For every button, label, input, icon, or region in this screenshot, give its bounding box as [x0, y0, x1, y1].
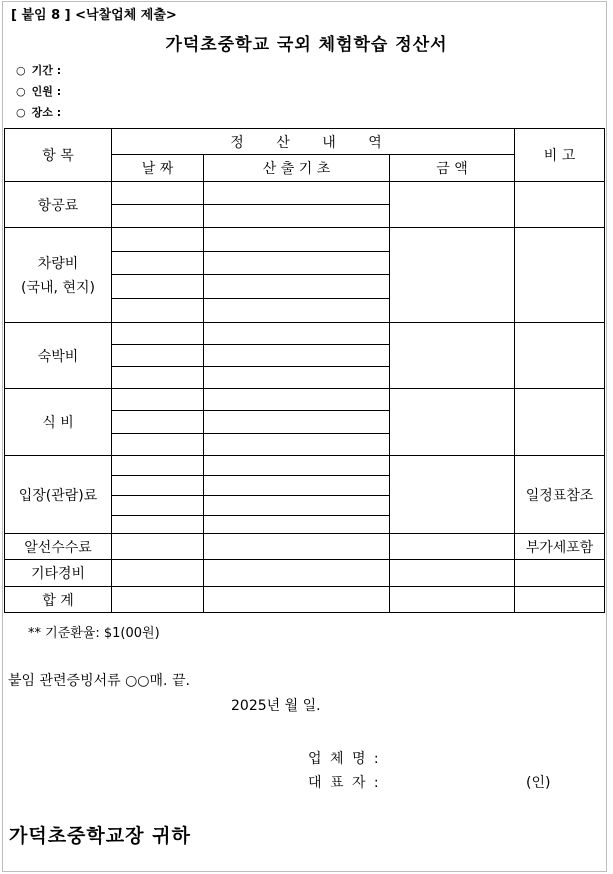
table-row [5, 534, 605, 560]
remark-cell [515, 389, 605, 456]
row-label [5, 228, 112, 323]
header-amount: 금 액 [390, 155, 515, 182]
remark-cell [515, 182, 605, 228]
date-cell [112, 275, 204, 299]
info-place [16, 104, 61, 120]
amount-cell [390, 228, 515, 323]
date-cell [112, 534, 204, 560]
row-label: 알선수수료 [5, 534, 112, 560]
row-label: 합 계 [5, 587, 112, 613]
table-row [5, 456, 605, 476]
date-cell [112, 434, 204, 456]
basis-cell [204, 182, 390, 205]
date-cell [112, 476, 204, 496]
basis-cell [204, 228, 390, 252]
row-label-line1: 차량비 [37, 256, 79, 272]
remark-cell [515, 587, 605, 613]
remark-cell [515, 560, 605, 587]
info-period [16, 62, 61, 78]
table-row [5, 182, 605, 205]
amount-cell [390, 182, 515, 228]
date-cell [112, 496, 204, 516]
basis-cell [204, 252, 390, 275]
submitter-tag: <낙찰업체 제출> [75, 8, 177, 23]
bullet-circle-icon: ○ [16, 85, 26, 98]
period-label: 기간 : [31, 64, 62, 77]
basis-cell [204, 534, 390, 560]
remark-cell: 부가세포함 [515, 534, 605, 560]
basis-cell [204, 434, 390, 456]
header-details: 정 산 내 역 [112, 129, 515, 155]
date-cell [112, 411, 204, 434]
seal-mark: (인) [526, 775, 551, 791]
amount-cell [390, 560, 515, 587]
date-cell [112, 367, 204, 389]
row-label: 숙박비 [5, 323, 112, 389]
document-title: 가덕초중학교 국외 체험학습 정산서 [165, 35, 448, 55]
basis-cell [204, 516, 390, 534]
date-cell [112, 252, 204, 275]
row-label: 식 비 [5, 389, 112, 456]
bullet-circle-icon: ○ [16, 64, 26, 77]
date-cell [112, 560, 204, 587]
basis-cell [204, 345, 390, 367]
table-row [5, 323, 605, 345]
date-cell [112, 587, 204, 613]
date-cell [112, 456, 204, 476]
date-cell [112, 228, 204, 252]
amount-cell [390, 323, 515, 389]
remark-cell: 일정표참조 [515, 456, 605, 534]
basis-cell [204, 299, 390, 323]
company-name-label: 업 체 명 : [308, 751, 381, 767]
table-row [5, 587, 605, 613]
date-line: 2025년 월 일. [231, 698, 321, 714]
header-date: 날 짜 [112, 155, 204, 182]
amount-cell [390, 587, 515, 613]
amount-cell [390, 534, 515, 560]
row-label: 항공료 [5, 182, 112, 228]
date-cell [112, 516, 204, 534]
date-cell [112, 299, 204, 323]
recipient-line: 가덕초중학교장 귀하 [9, 825, 191, 847]
basis-cell [204, 275, 390, 299]
basis-cell [204, 205, 390, 228]
date-cell [112, 389, 204, 411]
people-label: 인원 : [31, 85, 62, 98]
basis-cell [204, 323, 390, 345]
settlement-table [4, 128, 605, 613]
bullet-circle-icon: ○ [16, 106, 26, 119]
amount-cell [390, 456, 515, 534]
place-label: 장소 : [31, 106, 62, 119]
date-cell [112, 323, 204, 345]
header-remarks: 비 고 [515, 129, 605, 182]
representative-label: 대 표 자 : [308, 775, 381, 791]
table-row [5, 389, 605, 411]
basis-cell [204, 587, 390, 613]
basis-cell [204, 496, 390, 516]
document-header [11, 4, 177, 23]
row-label: 입장(관람)료 [5, 456, 112, 534]
header-item: 항 목 [5, 129, 112, 182]
exchange-rate-note: ** 기준환율: $1(00원) [28, 626, 160, 641]
basis-cell [204, 367, 390, 389]
basis-cell [204, 560, 390, 587]
info-people [16, 83, 61, 99]
remark-cell [515, 228, 605, 323]
basis-cell [204, 476, 390, 496]
date-cell [112, 205, 204, 228]
row-label-line2: (국내, 현지) [21, 280, 95, 296]
date-cell [112, 182, 204, 205]
basis-cell [204, 456, 390, 476]
table-row [5, 228, 605, 252]
basis-cell [204, 411, 390, 434]
attachment-line: 붙임 관련증빙서류 ○○매. 끝. [8, 673, 190, 689]
attachment-tag: [ 붙임 8 ] [11, 8, 71, 23]
amount-cell [390, 389, 515, 456]
header-basis: 산 출 기 초 [204, 155, 390, 182]
table-row [5, 560, 605, 587]
row-label: 기타경비 [5, 560, 112, 587]
table-header-row [5, 129, 605, 155]
date-cell [112, 345, 204, 367]
basis-cell [204, 389, 390, 411]
remark-cell [515, 323, 605, 389]
